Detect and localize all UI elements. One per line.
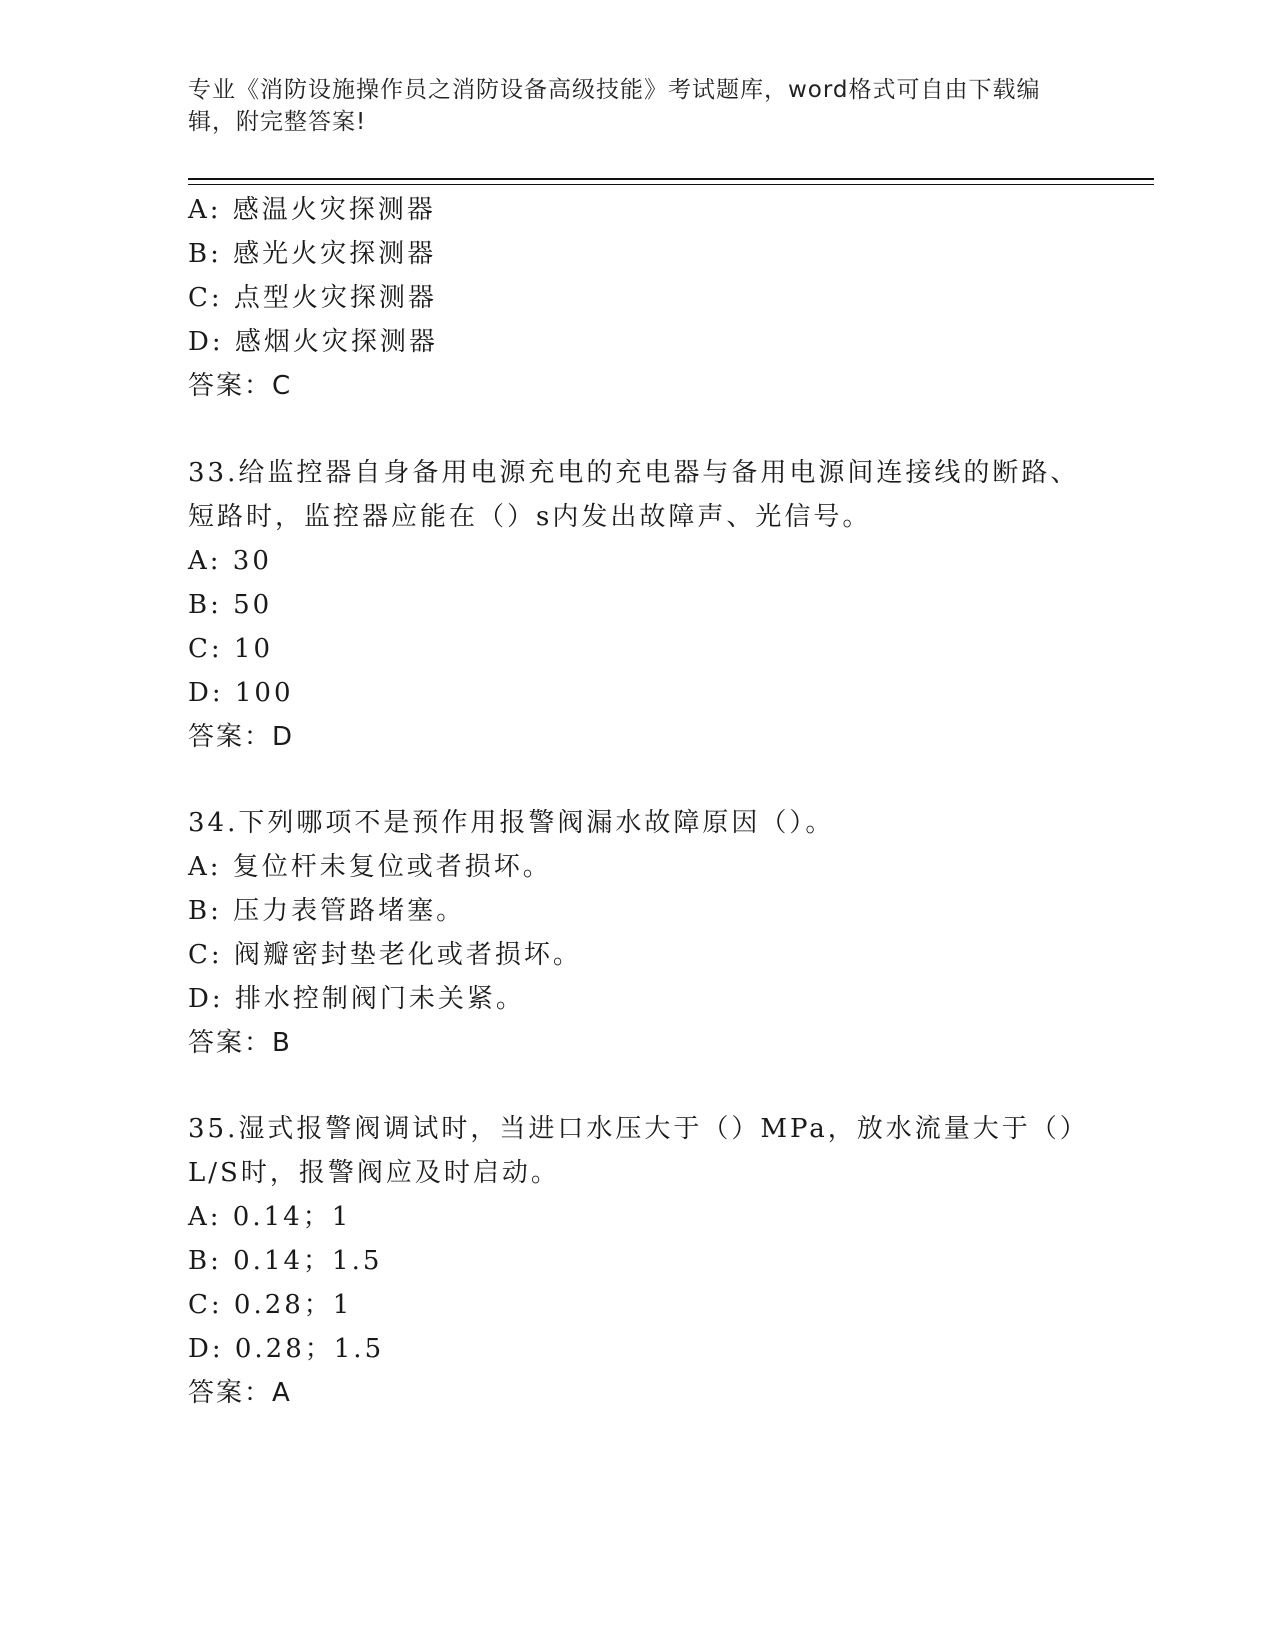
q34-option-c: C: 阀瓣密封垫老化或者损坏。	[188, 940, 582, 970]
q35-option-a: A: 0.14；1	[188, 1202, 352, 1232]
header-divider-thick	[188, 178, 1154, 180]
q33-stem-line-1: 33.给监控器自身备用电源充电的充电器与备用电源间连接线的断路、	[188, 458, 1080, 488]
header-divider-thin	[188, 184, 1154, 185]
q33-answer: 答案：D	[188, 722, 295, 752]
q35-stem-line-2: L/S时，报警阀应及时启动。	[188, 1158, 560, 1188]
header-line-2: 辑，附完整答案!	[188, 109, 367, 135]
q32-answer: 答案：C	[188, 371, 293, 401]
q34-option-a: A: 复位杆未复位或者损坏。	[188, 852, 552, 882]
q35-option-c: C: 0.28；1	[188, 1290, 353, 1320]
q33-stem-line-2: 短路时，监控器应能在（）s内发出故障声、光信号。	[188, 502, 872, 532]
q34-stem-line-1: 34.下列哪项不是预作用报警阀漏水故障原因（）。	[188, 808, 835, 838]
q35-option-b: B: 0.14；1.5	[188, 1246, 383, 1276]
header-line-1: 专业《消防设施操作员之消防设备高级技能》考试题库，word格式可自由下载编	[188, 77, 1041, 103]
q32-option-d: D: 感烟火灾探测器	[188, 327, 438, 357]
q35-option-d: D: 0.28；1.5	[188, 1334, 385, 1364]
q34-option-b: B: 压力表管路堵塞。	[188, 896, 466, 926]
document-header	[188, 74, 1078, 138]
q35-stem-line-1: 35.湿式报警阀调试时，当进口水压大于（）MPa，放水流量大于（）	[188, 1114, 1089, 1144]
q34-option-d: D: 排水控制阀门未关紧。	[188, 984, 525, 1014]
q32-option-b: B: 感光火灾探测器	[188, 239, 437, 269]
q32-option-a: A: 感温火灾探测器	[188, 195, 436, 225]
q35-answer: 答案：A	[188, 1378, 292, 1408]
q33-option-a: A: 30	[188, 546, 272, 576]
q34-answer: 答案：B	[188, 1028, 292, 1058]
q33-option-b: B: 50	[188, 590, 273, 620]
q32-option-c: C: 点型火灾探测器	[188, 283, 437, 313]
q33-option-d: D: 100	[188, 678, 294, 708]
q33-option-c: C: 10	[188, 634, 274, 664]
